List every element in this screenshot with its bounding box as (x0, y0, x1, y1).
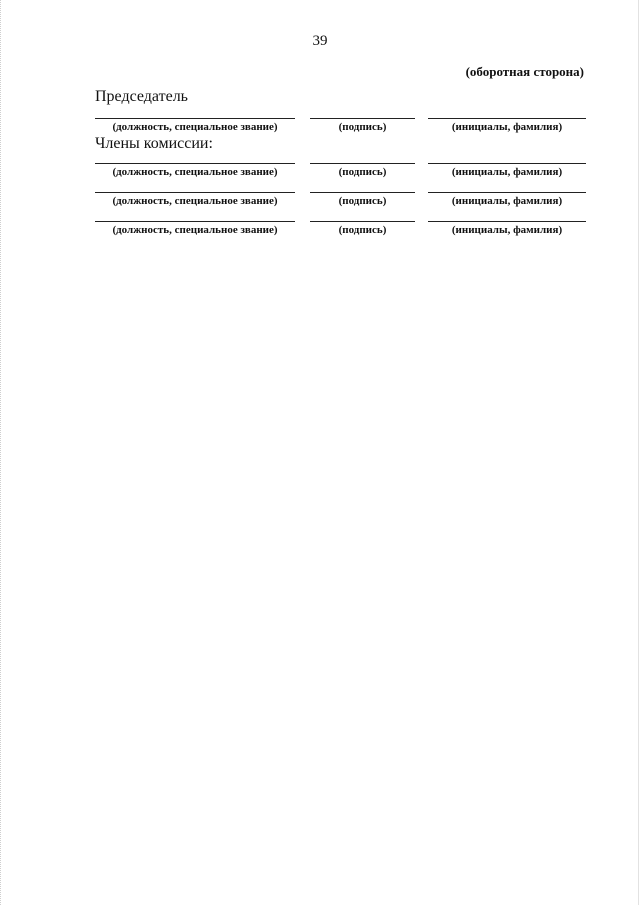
member-name-caption: (инициалы, фамилия) (451, 224, 563, 236)
member-name-caption: (инициалы, фамилия) (451, 166, 563, 178)
member-signature-caption: (подпись) (338, 195, 387, 207)
side-note: (оборотная сторона) (465, 64, 584, 79)
member-signature-line (310, 192, 415, 193)
member-position-line (95, 163, 295, 164)
member-position-caption: (должность, специальное звание) (112, 166, 278, 178)
page-right-edge (638, 0, 639, 905)
chairman-heading: Председатель (95, 88, 188, 105)
member-signature-line (310, 163, 415, 164)
member-name-caption: (инициалы, фамилия) (451, 195, 563, 207)
member-position-line (95, 221, 295, 222)
member-name-line (428, 221, 586, 222)
chairman-position-caption: (должность, специальное звание) (112, 121, 278, 133)
member-name-line (428, 163, 586, 164)
member-signature-caption: (подпись) (338, 224, 387, 236)
chairman-signature-caption: (подпись) (338, 121, 387, 133)
member-name-line (428, 192, 586, 193)
member-signature-caption: (подпись) (338, 166, 387, 178)
page-number: 39 (312, 33, 328, 49)
chairman-name-caption: (инициалы, фамилия) (451, 121, 563, 133)
page-left-edge (0, 0, 2, 905)
member-position-line (95, 192, 295, 193)
member-position-caption: (должность, специальное звание) (112, 224, 278, 236)
chairman-name-line (428, 118, 586, 119)
member-position-caption: (должность, специальное звание) (112, 195, 278, 207)
members-heading: Члены комиссии: (95, 135, 213, 152)
chairman-signature-line (310, 118, 415, 119)
member-signature-line (310, 221, 415, 222)
chairman-position-line (95, 118, 295, 119)
